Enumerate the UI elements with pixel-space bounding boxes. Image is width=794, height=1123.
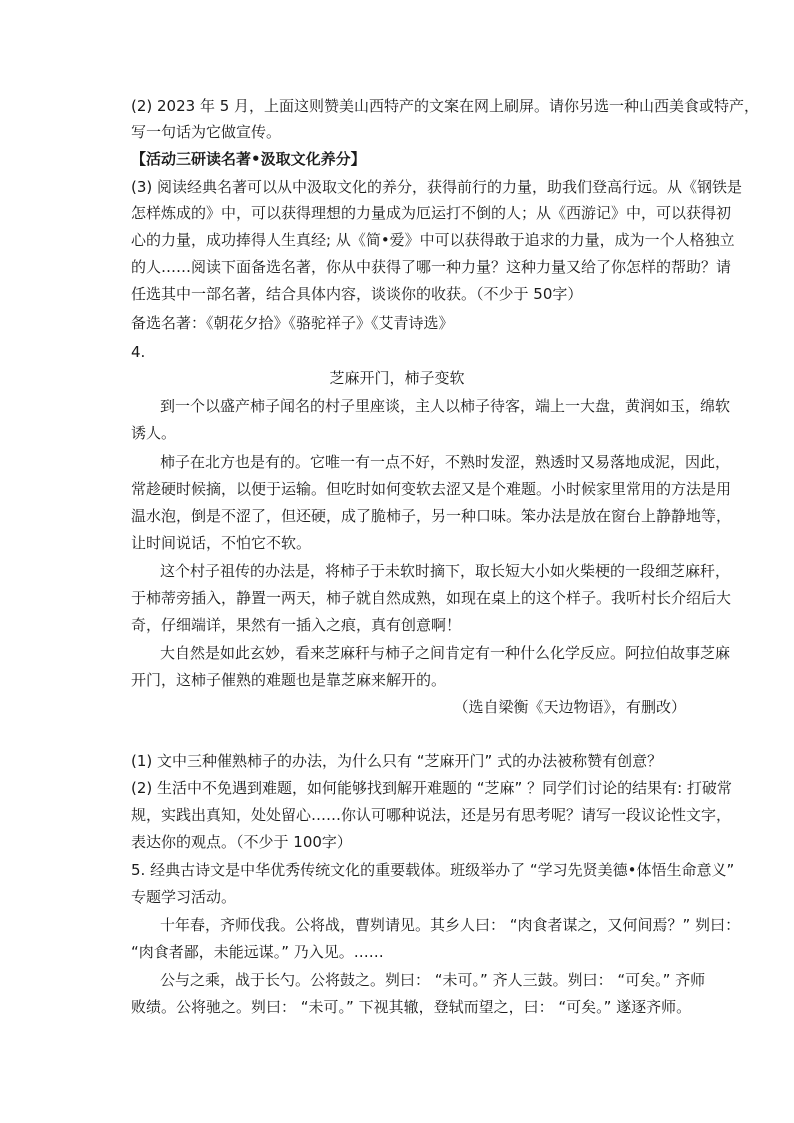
q4-sub-2-line-3: 表达你的观点。（不少于 100字） [131, 833, 352, 851]
q4-p3-line-3: 奇，仔细端详，果然有一插入之痕，真有创意啊！ [131, 616, 462, 634]
q4-number: 4. [131, 343, 146, 361]
q4-p2-line-1: 柿子在北方也是有的。它唯一有一点不好，不熟时发涩，熟透时又易落地成泥，因此， [160, 453, 731, 471]
q3-line-3: 心的力量，成功捧得人生真经; 从《简•爱》中可以获得敢于追求的力量，成为一个人格独立 [131, 231, 735, 249]
q4-passage-title: 芝麻开门，柿子变软 [329, 369, 465, 387]
q3-line-2: 怎样炼成的》中，可以获得理想的力量成为厄运打不倒的人；从《西游记》中，可以获得初 [131, 204, 732, 222]
q4-p2-line-3: 温水泡，倒是不涩了，但还硬，成了脆柿子，另一种口味。笨办法是放在窗台上静静地等， [131, 507, 732, 525]
activity3-title: 【活动三研读名著•汲取文化养分】 [131, 150, 366, 168]
q4-p1-line-2: 诱人。 [131, 424, 177, 442]
q4-sub-2-line-1: (2) 生活中不免遇到难题，如何能够找到解开难题的 “芝麻” ？同学们讨论的结果有: 打破常 [131, 779, 732, 797]
q4-p3-line-2: 于柿蒂旁插入，静置一两天，柿子就自然成熟，如现在桌上的这个样子。我听村长介绍后大 [131, 589, 732, 607]
q3-line-4: 的人……阅读下面备选名著，你从中获得了哪一种力量？这种力量又给了你怎样的帮助？请 [131, 258, 732, 276]
q4-p1-line-1: 到一个以盛产柿子闻名的村子里座谈，主人以柿子待客，端上一大盘，黄润如玉，绵软 [160, 397, 731, 415]
q4-p3-line-1: 这个村子祖传的办法是，将柿子于未软时摘下，取长短大小如火柴梗的一段细芝麻秆， [160, 562, 731, 580]
q4-p4-line-2: 开门，这柿子催熟的难题也是靠芝麻来解开的。 [131, 671, 447, 689]
q5-line-1: 5. 经典古诗文是中华优秀传统文化的重要载体。班级举办了 “学习先贤美德•体悟生命意义” [131, 861, 735, 879]
q4-source: （选自梁衡《天边物语》，有删改） [453, 698, 686, 716]
q2-line-2: 写一句话为它做宣传。 [131, 123, 282, 141]
q4-p2-line-2: 常趁硬时候摘，以便于运输。但吃时如何变软去涩又是个难题。小时候家里常用的方法是用 [131, 480, 732, 498]
q3-books: 备选名著：《朝花夕拾》《骆驼祥子》《艾青诗选》 [131, 314, 454, 332]
q5-classic-line-1: 十年春，齐师伐我。公将战，曹刿请见。其乡人曰： “肉食者谋之，又何间焉？” 刿曰： [160, 916, 741, 934]
q5-classic-line-3: 公与之乘，战于长勺。公将鼓之。刿曰： “未可。” 齐人三鼓。刿曰： “可矣。” 齐师 [160, 971, 706, 989]
q3-line-5: 任选其中一部名著，结合具体内容，谈谈你的收获。（不少于 50字） [131, 285, 583, 303]
q4-p2-line-4: 让时间说话，不怕它不软。 [131, 534, 312, 552]
q3-line-1: (3) 阅读经典名著可以从中汲取文化的养分，获得前行的力量，助我们登高行远。从《钢铁是 [131, 178, 743, 196]
q5-classic-line-4: 败绩。公将驰之。刿曰： “未可。” 下视其辙，登轼而望之，曰： “可矣。” 遂逐齐师。 [131, 998, 692, 1016]
q4-p4-line-1: 大自然是如此玄妙，看来芝麻秆与柿子之间肯定有一种什么化学反应。阿拉伯故事芝麻 [160, 644, 731, 662]
q5-classic-line-2: “肉食者鄙，未能远谋。” 乃入见。…… [131, 943, 384, 961]
q2-line-1: (2) 2023 年 5 月，上面这则赞美山西特产的文案在网上刷屏。请你另选一种山西美食或特产， [131, 97, 760, 115]
q4-sub-1: (1) 文中三种催熟柿子的办法，为什么只有 “芝麻开门” 式的办法被称赞有创意？ [131, 752, 663, 770]
q5-line-2: 专题学习活动。 [131, 888, 237, 906]
q4-sub-2-line-2: 规，实践出真知，处处留心……你认可哪种说法，还是另有思考呢？请写一段议论性文字， [131, 806, 732, 824]
